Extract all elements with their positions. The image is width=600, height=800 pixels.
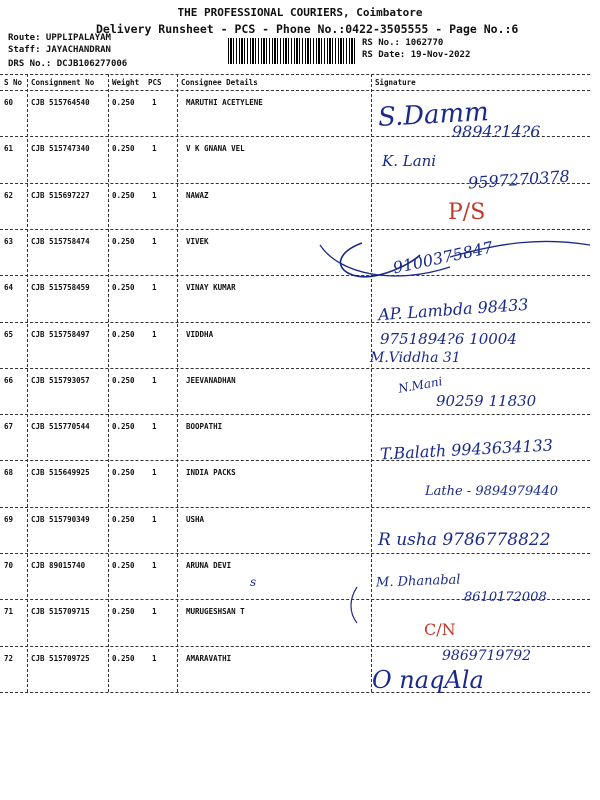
cell-consignment: CJB 515747340 bbox=[31, 144, 90, 153]
row-rule bbox=[0, 414, 590, 415]
cell-weight: 0.250 bbox=[112, 422, 135, 431]
cell-sno: 62 bbox=[4, 191, 14, 200]
route-label: Route: UPPLIPALAYAM bbox=[8, 33, 111, 43]
staff-label: Staff: JAYACHANDRAN bbox=[8, 45, 111, 55]
cell-consignee: VIVEK bbox=[186, 237, 209, 246]
header-consignment: Consignment No bbox=[31, 78, 95, 87]
cell-pcs: 1 bbox=[152, 376, 157, 385]
signature-row-68: Lathe - 9894979440 bbox=[425, 484, 559, 499]
cell-pcs: 1 bbox=[152, 422, 157, 431]
cell-consignee: VIDDHA bbox=[186, 330, 214, 339]
pen-scribble-row-63 bbox=[300, 215, 600, 295]
header-consignee: Consignee Details bbox=[181, 78, 258, 87]
cell-sno: 61 bbox=[4, 144, 14, 153]
cell-consignment: CJB 515709725 bbox=[31, 654, 90, 663]
signature-phone-row-66: 90259 11830 bbox=[436, 392, 537, 410]
signature-row-60: S.Damm bbox=[377, 97, 490, 133]
table-top-rule bbox=[0, 74, 590, 75]
cell-weight: 0.250 bbox=[112, 654, 135, 663]
rs-number: RS No.: 1062770 bbox=[362, 38, 444, 48]
cell-consignment: CJB 515770544 bbox=[31, 422, 90, 431]
cell-consignee: INDIA PACKS bbox=[186, 468, 236, 477]
stray-pen-mark: s bbox=[250, 575, 257, 589]
signature-phone-row-60: 9894?14?6 bbox=[452, 122, 541, 141]
cell-consignment: CJB 515764540 bbox=[31, 98, 90, 107]
header-signature: Signature bbox=[375, 78, 416, 87]
drs-label: DRS No.: DCJB106277006 bbox=[8, 59, 128, 69]
company-title: THE PROFESSIONAL COURIERS, Coimbatore bbox=[177, 6, 423, 19]
signature-row-69: R usha 9786778822 bbox=[378, 530, 551, 550]
signature-phone-row-72: 9869719792 bbox=[442, 648, 532, 664]
cell-pcs: 1 bbox=[152, 98, 157, 107]
signature-row-67: T.Balath 9943634133 bbox=[379, 435, 554, 464]
cell-weight: 0.250 bbox=[112, 283, 135, 292]
cell-consignee: V K GNANA VEL bbox=[186, 144, 245, 153]
cell-consignment: CJB 515758459 bbox=[31, 283, 90, 292]
cell-weight: 0.250 bbox=[112, 468, 135, 477]
cell-sno: 69 bbox=[4, 515, 14, 524]
cell-weight: 0.250 bbox=[112, 376, 135, 385]
cell-consignee: BOOPATHI bbox=[186, 422, 223, 431]
pen-mark-row-70 bbox=[345, 585, 365, 625]
cell-consignee: JEEVANADHAN bbox=[186, 376, 236, 385]
cell-sno: 65 bbox=[4, 330, 14, 339]
signature-row-63: 9100375847 bbox=[391, 237, 495, 278]
row-rule bbox=[0, 646, 590, 647]
cell-weight: 0.250 bbox=[112, 191, 135, 200]
header-pcs: PCS bbox=[148, 78, 162, 87]
runsheet-subtitle: Delivery Runsheet - PCS - Phone No.:0422-3505555 - Page No.:6 bbox=[96, 22, 519, 36]
cell-pcs: 1 bbox=[152, 515, 157, 524]
cell-consignee: VINAY KUMAR bbox=[186, 283, 236, 292]
cell-pcs: 1 bbox=[152, 561, 157, 570]
signature-row-62: P/S bbox=[448, 200, 486, 225]
cell-pcs: 1 bbox=[152, 607, 157, 616]
signature-row-70: M. Dhanabal bbox=[375, 572, 461, 591]
cell-sno: 67 bbox=[4, 422, 14, 431]
header-weight: Weight bbox=[112, 78, 140, 87]
signature-row-71: C/N bbox=[424, 620, 456, 639]
cell-weight: 0.250 bbox=[112, 237, 135, 246]
cell-consignee: NAWAZ bbox=[186, 191, 209, 200]
row-rule bbox=[0, 692, 590, 693]
cell-consignment: CJB 515758497 bbox=[31, 330, 90, 339]
signature-row-66: N.Mani bbox=[397, 374, 444, 396]
cell-consignment: CJB 515709715 bbox=[31, 607, 90, 616]
row-rule bbox=[0, 553, 590, 554]
cell-pcs: 1 bbox=[152, 330, 157, 339]
cell-consignee: AMARAVATHI bbox=[186, 654, 232, 663]
cell-sno: 71 bbox=[4, 607, 14, 616]
cell-sno: 66 bbox=[4, 376, 14, 385]
cell-consignment: CJB 515697227 bbox=[31, 191, 90, 200]
cell-weight: 0.250 bbox=[112, 330, 135, 339]
cell-consignee: MURUGESHSAN T bbox=[186, 607, 245, 616]
rs-date: RS Date: 19-Nov-2022 bbox=[362, 50, 471, 60]
signature-phone-row-61: 9597270378 bbox=[467, 166, 571, 193]
cell-sno: 60 bbox=[4, 98, 14, 107]
signature-row-64: AP. Lambda 98433 bbox=[377, 294, 530, 325]
cell-pcs: 1 bbox=[152, 283, 157, 292]
header-sno: S No bbox=[4, 78, 23, 87]
cell-pcs: 1 bbox=[152, 144, 157, 153]
cell-weight: 0.250 bbox=[112, 607, 135, 616]
cell-consignment: CJB 89015740 bbox=[31, 561, 86, 570]
cell-sno: 63 bbox=[4, 237, 14, 246]
cell-consignment: CJB 515790349 bbox=[31, 515, 90, 524]
cell-pcs: 1 bbox=[152, 468, 157, 477]
signature-row-61: K. Lani bbox=[382, 152, 437, 170]
signature-phone-row-65: 9751894?6 10004 bbox=[380, 330, 517, 348]
signature-phone-row-70: 8610172008 bbox=[464, 590, 547, 605]
signature-row-65: M.Viddha 31 bbox=[370, 350, 461, 366]
cell-consignee: ARUNA DEVI bbox=[186, 561, 232, 570]
row-rule bbox=[0, 368, 590, 369]
cell-pcs: 1 bbox=[152, 654, 157, 663]
cell-pcs: 1 bbox=[152, 237, 157, 246]
cell-consignment: CJB 515793057 bbox=[31, 376, 90, 385]
cell-sno: 70 bbox=[4, 561, 14, 570]
cell-weight: 0.250 bbox=[112, 144, 135, 153]
row-rule bbox=[0, 322, 590, 323]
cell-consignment: CJB 515758474 bbox=[31, 237, 90, 246]
barcode-image bbox=[228, 38, 356, 64]
cell-weight: 0.250 bbox=[112, 515, 135, 524]
signature-row-72: O naqAla bbox=[372, 666, 484, 694]
row-rule bbox=[0, 460, 590, 461]
cell-sno: 68 bbox=[4, 468, 14, 477]
table-header-rule bbox=[0, 90, 590, 91]
cell-weight: 0.250 bbox=[112, 98, 135, 107]
cell-sno: 64 bbox=[4, 283, 14, 292]
cell-consignee: USHA bbox=[186, 515, 205, 524]
cell-consignee: MARUTHI ACETYLENE bbox=[186, 98, 263, 107]
cell-consignment: CJB 515649925 bbox=[31, 468, 90, 477]
cell-weight: 0.250 bbox=[112, 561, 135, 570]
cell-sno: 72 bbox=[4, 654, 14, 663]
row-rule bbox=[0, 507, 590, 508]
cell-pcs: 1 bbox=[152, 191, 157, 200]
